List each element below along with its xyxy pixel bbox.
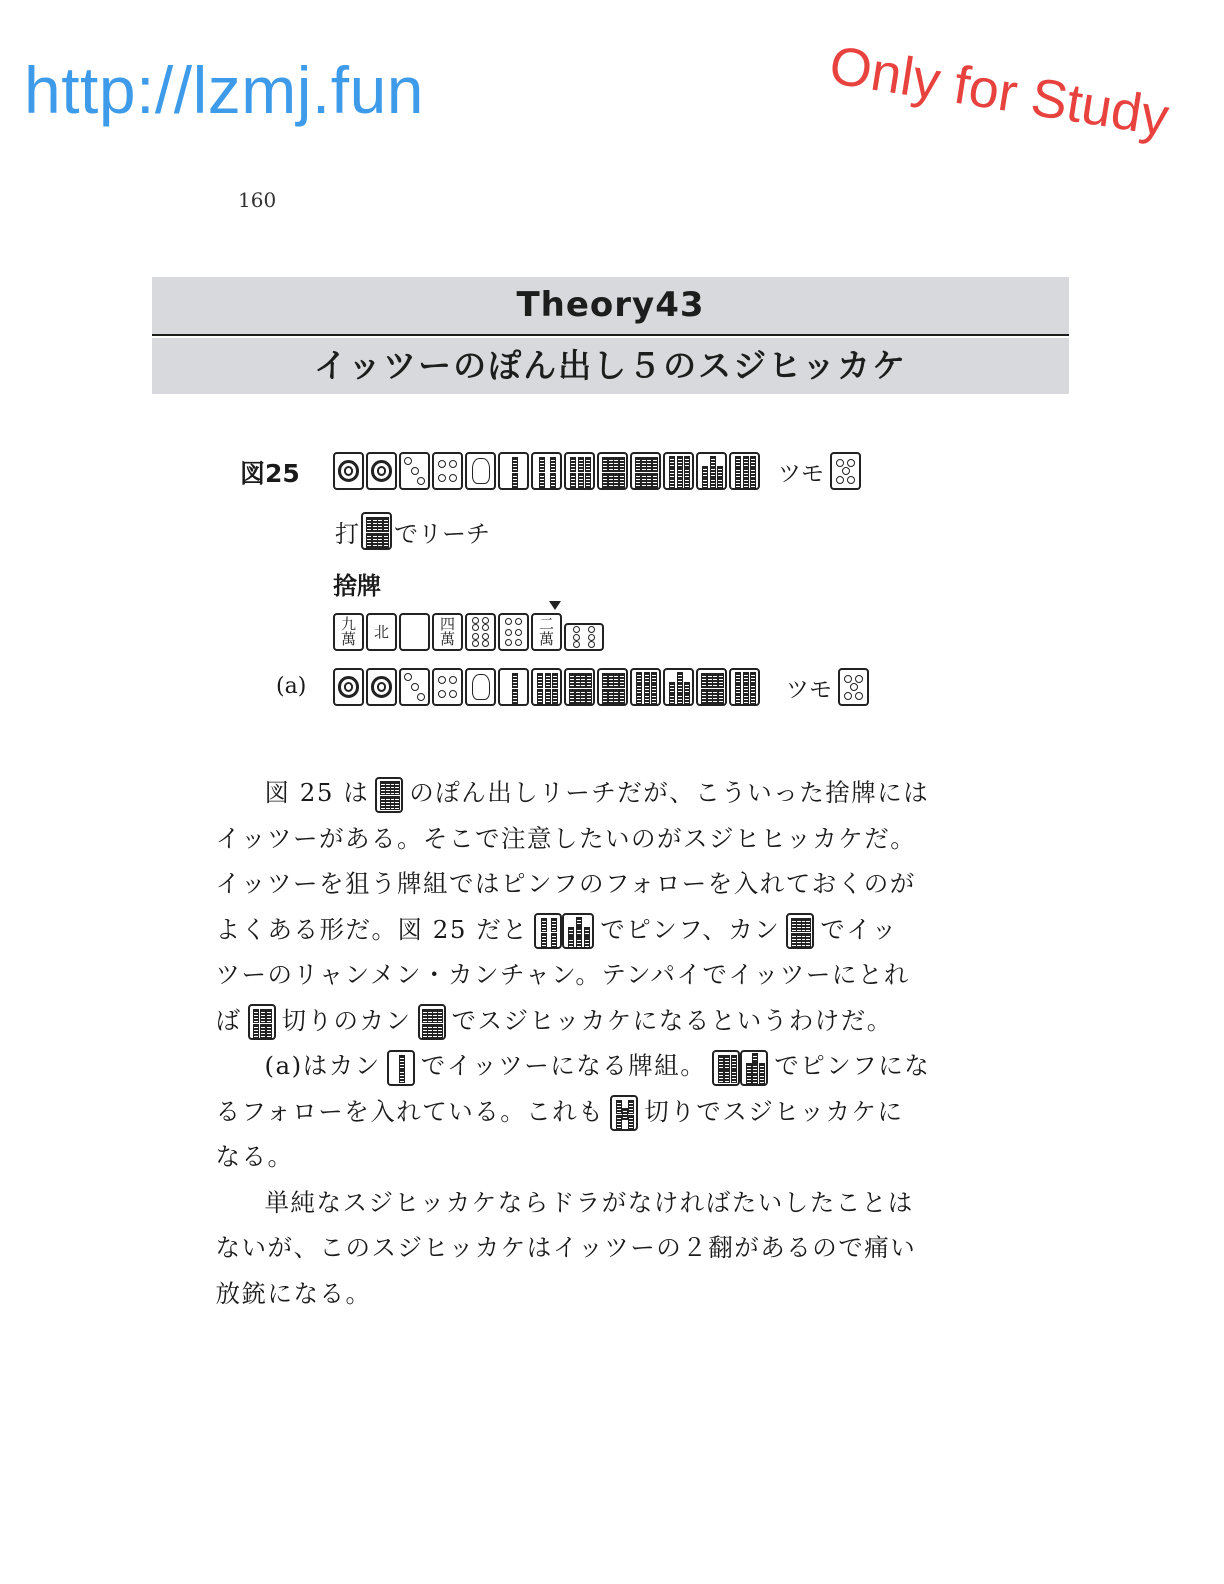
sou-bar	[752, 1053, 758, 1063]
sou-bar	[805, 918, 811, 932]
p1-seg: よくある形だ。図 25 だと	[215, 914, 529, 944]
sou-bar	[652, 457, 658, 472]
north-wind-tile: 北	[366, 613, 397, 651]
sou-bar	[724, 1055, 730, 1069]
sou-bar	[759, 1073, 765, 1084]
sou-bar	[684, 467, 690, 478]
pin-dot	[417, 693, 425, 701]
sou-bar	[541, 918, 547, 932]
sou-bar	[584, 937, 590, 948]
pin-dot	[844, 692, 852, 700]
pin-dot	[438, 460, 446, 468]
sou-bar	[644, 672, 650, 683]
six-pin-tile	[498, 613, 529, 651]
four-man-tile: 四萬	[432, 613, 463, 651]
pin-dot	[438, 690, 446, 698]
sou-bar	[735, 467, 741, 478]
sou-8-tile	[597, 668, 628, 706]
sou-bar	[253, 1009, 259, 1023]
sou-bar	[669, 456, 675, 467]
sou-6-tile	[564, 452, 595, 490]
theory-title: イッツーのぽん出し５のスジヒッカケ	[152, 338, 1069, 394]
tsumo-label-a: ツモ	[786, 676, 832, 703]
sou-bar	[735, 672, 741, 683]
p1-seg: イッツーを狙う牌組ではピンフのフォローを入れておくのが	[215, 869, 916, 898]
sou-bar	[551, 918, 557, 932]
hand-row-1	[333, 452, 861, 490]
sou-bar	[578, 473, 584, 488]
sou-bar	[394, 781, 400, 795]
sou-bar	[743, 683, 749, 694]
pin-dot	[404, 673, 412, 681]
sou-6-tile	[531, 668, 562, 706]
pin-dot	[588, 626, 595, 633]
sou-bar	[684, 682, 690, 694]
sou-bar	[750, 693, 756, 704]
sou-bar	[724, 1069, 730, 1083]
sou-bar	[576, 917, 582, 927]
eight-sou-inline-tile	[786, 913, 814, 949]
sou-bar	[585, 473, 591, 488]
six-sou-inline-tile	[712, 1050, 740, 1086]
sou-1-tile	[465, 452, 496, 490]
pin-dot	[472, 640, 479, 647]
sou-bar	[677, 456, 683, 467]
p1-seg: のぽん出しリーチだが、こういった捨牌には	[409, 778, 930, 807]
sou-bar	[717, 477, 723, 489]
sou-bar	[677, 477, 683, 488]
sou-bar	[437, 1009, 443, 1023]
sou-bar	[750, 456, 756, 467]
pin-3-tile	[399, 452, 430, 490]
sou-bar	[552, 673, 558, 688]
sou-9-tile	[729, 452, 760, 490]
sou-bar	[735, 456, 741, 467]
sou-bar	[550, 473, 556, 488]
pin-dot	[588, 641, 595, 648]
pin-dot	[855, 692, 863, 700]
sou-bar	[568, 937, 574, 948]
sou-bar	[541, 933, 547, 947]
sou-bar	[669, 682, 675, 694]
riichi-prefix: 打	[335, 519, 359, 548]
pin-dot	[449, 690, 457, 698]
sou-bar	[545, 673, 551, 688]
sou-bar	[539, 473, 545, 488]
pin-dot	[472, 624, 479, 631]
p2-seg: でイッツーになる牌組。	[420, 1051, 707, 1080]
sou-bar	[576, 937, 582, 948]
sou-bar	[383, 517, 389, 532]
pin-dot	[338, 676, 359, 697]
sou-bar	[752, 1073, 758, 1084]
sou-bar	[710, 466, 716, 478]
sou-bar	[586, 673, 592, 688]
five-sou-inline-tile	[610, 1095, 638, 1131]
sou-bar	[619, 673, 625, 688]
sou-bar	[570, 457, 576, 472]
sou-bar	[512, 673, 518, 688]
pin-dot	[515, 639, 522, 646]
pin-1-tile	[333, 668, 364, 706]
p3-seg: 放銃になる。	[215, 1278, 372, 1308]
p1-seg: 図 25 は	[264, 778, 370, 807]
discard-row	[333, 613, 604, 651]
pin-dot	[371, 460, 392, 481]
sou-bar	[399, 1055, 405, 1069]
sou-bar	[669, 693, 675, 705]
sou-bar	[702, 477, 708, 489]
two-man-tile: 二萬	[531, 613, 562, 651]
sou-2-tile	[498, 452, 529, 490]
riichi-declaration-marker	[549, 601, 561, 610]
sou-bar	[743, 693, 749, 704]
theory-heading: Theory43	[152, 277, 1069, 334]
sou-bar	[636, 683, 642, 694]
sou-bar	[260, 1024, 266, 1038]
pin-dot	[505, 639, 512, 646]
pin-dot	[847, 476, 855, 484]
sou-bar	[750, 467, 756, 478]
hand-row-a	[333, 668, 869, 706]
pin-dot	[482, 633, 489, 640]
eight-sou-inline-tile	[248, 1004, 276, 1040]
sou-bar	[684, 456, 690, 467]
sou-bar	[539, 457, 545, 472]
sou-bar	[552, 689, 558, 704]
sou-bar	[735, 683, 741, 694]
pin-5-tile	[830, 452, 861, 490]
sou-bar	[669, 477, 675, 488]
sou-bar	[512, 473, 518, 488]
p1-seg: でピンフ、カン	[600, 914, 781, 944]
pin-dot	[411, 467, 419, 475]
sou-bar	[743, 477, 749, 488]
eight-sou-inline-tile	[418, 1004, 446, 1040]
sou-bar	[383, 533, 389, 548]
pin-dot	[438, 676, 446, 684]
sou-7-tile	[696, 452, 727, 490]
sou-bar	[743, 672, 749, 683]
pin-dot	[842, 467, 850, 475]
sou-8-tile	[597, 452, 628, 490]
p1-seg: イッツーがある。そこで注意したいのがスジヒヒッカケだ。	[215, 823, 917, 853]
p2-seg: るフォローを入れている。これも	[215, 1096, 605, 1126]
p1-seg: でスジヒッカケになるというわけだ。	[451, 1005, 893, 1035]
sou-8-tile	[630, 452, 661, 490]
body-text	[215, 770, 952, 1316]
sou-8-tile	[564, 668, 595, 706]
pin-1-tile	[366, 668, 397, 706]
pin-dot	[515, 618, 522, 625]
pin-dot	[482, 617, 489, 624]
pin-dot	[449, 676, 457, 684]
sou-1-tile	[465, 668, 496, 706]
pin-5-tile	[838, 668, 869, 706]
sou-bar	[651, 672, 657, 683]
sou-bar	[735, 477, 741, 488]
sou-bar	[545, 689, 551, 704]
sou-bar	[570, 473, 576, 488]
pin-dot	[588, 634, 595, 641]
tsumo-label: ツモ	[778, 460, 824, 487]
sou-bar	[616, 1115, 622, 1129]
p2-seg: (a)はカン	[264, 1051, 381, 1080]
paragraph-3	[215, 1180, 952, 1317]
pin-dot	[371, 676, 392, 697]
pin-dot	[472, 617, 479, 624]
sou-bar	[628, 1100, 634, 1114]
p2-seg: なる。	[215, 1142, 294, 1171]
heading-divider	[152, 334, 1069, 336]
p2-seg: でピンフにな	[774, 1051, 931, 1080]
sou-bar	[260, 1009, 266, 1023]
sou-bar	[619, 689, 625, 704]
sou-bar	[266, 1009, 272, 1023]
sou-8-tile	[696, 668, 727, 706]
pin-dot	[836, 476, 844, 484]
pin-dot	[573, 634, 580, 641]
sou-bar	[550, 457, 556, 472]
sou-bar	[586, 689, 592, 704]
sou-bar	[710, 456, 716, 467]
sou-bar	[399, 1069, 405, 1083]
pin-1-tile	[366, 452, 397, 490]
sou-bar	[735, 693, 741, 704]
sou-bar	[636, 693, 642, 704]
sou-bar	[266, 1024, 272, 1038]
pin-3-tile	[399, 668, 430, 706]
white-dragon-tile	[399, 613, 430, 651]
sou-bar	[253, 1024, 259, 1038]
pin-1-tile	[333, 452, 364, 490]
pin-dot	[449, 474, 457, 482]
paragraph-1	[215, 770, 952, 1043]
sou-bar	[750, 683, 756, 694]
seven-sou-inline-tile	[562, 913, 594, 949]
figure-label: 図25	[240, 459, 300, 488]
eight-pin-tile	[465, 613, 496, 651]
sou-bar	[628, 1115, 634, 1129]
sou-bar	[551, 933, 557, 947]
sou-7-tile	[663, 668, 694, 706]
sou-bar	[652, 473, 658, 488]
pin-4-tile	[432, 668, 463, 706]
sou-bar	[750, 672, 756, 683]
two-sou-inline-tile	[387, 1050, 415, 1086]
bird-symbol	[472, 674, 490, 700]
sou-bar	[743, 456, 749, 467]
paragraph-2	[215, 1043, 952, 1180]
pin-dot	[515, 629, 522, 636]
riichi-line	[335, 512, 490, 550]
pin-dot	[449, 460, 457, 468]
sou-bar	[746, 1073, 752, 1084]
pin-dot	[836, 459, 844, 467]
sou-bar	[669, 467, 675, 478]
pin-dot	[438, 474, 446, 482]
riichi-suffix: でリーチ	[394, 519, 490, 548]
pin-dot	[411, 683, 419, 691]
page-number: 160	[238, 188, 277, 212]
sou-bar	[677, 682, 683, 694]
sou-bar	[512, 457, 518, 472]
pin-4-tile	[432, 452, 463, 490]
sou-bar	[651, 693, 657, 704]
eight-sou-inline-tile	[375, 777, 403, 813]
pin-dot	[404, 457, 412, 465]
riichi-sideways-tile	[564, 623, 604, 651]
sou-bar	[717, 466, 723, 478]
sou-4-tile	[531, 452, 562, 490]
p3-seg: ないが、このスジヒッカケはイッツーの２翻があるので痛い	[215, 1233, 917, 1262]
p1-seg: ば	[215, 1005, 242, 1035]
p1-seg: でイッ	[820, 914, 898, 944]
bird-symbol	[472, 458, 490, 484]
watermark-url: http://lzmj.fun	[24, 53, 424, 127]
sou-bar	[718, 689, 724, 704]
watermark-study: Only for Study	[825, 34, 1173, 148]
sou-bar	[636, 672, 642, 683]
pin-dot	[482, 640, 489, 647]
sou-bar	[731, 1055, 737, 1069]
seven-sou-inline-tile	[740, 1050, 768, 1086]
sou-9-tile	[630, 668, 661, 706]
sou-bar	[702, 466, 708, 478]
nine-man-tile: 九萬	[333, 613, 364, 651]
sou-2-tile	[498, 668, 529, 706]
p3-seg: 単純なスジヒッカケならドラがなければたいしたことは	[264, 1187, 914, 1217]
sou-bar	[644, 683, 650, 694]
pin-dot	[573, 641, 580, 648]
eight-sou-tile	[361, 512, 392, 550]
pin-dot	[847, 459, 855, 467]
sou-bar	[537, 689, 543, 704]
sou-bar	[619, 473, 625, 488]
sou-bar	[718, 673, 724, 688]
pin-dot	[844, 675, 852, 683]
sou-bar	[512, 689, 518, 704]
sou-bar	[619, 457, 625, 472]
pin-dot	[482, 624, 489, 631]
sou-bar	[677, 672, 683, 683]
pin-dot	[850, 683, 858, 691]
discard-heading: 捨牌	[333, 572, 381, 600]
sou-bar	[710, 477, 716, 489]
sou-bar	[651, 683, 657, 694]
four-sou-inline-tile	[534, 913, 562, 949]
sou-bar	[677, 467, 683, 478]
sou-bar	[585, 457, 591, 472]
sou-bar	[718, 1069, 724, 1083]
pin-dot	[417, 477, 425, 485]
p1-seg: 切りのカン	[281, 1005, 412, 1035]
sou-bar	[644, 693, 650, 704]
pin-dot	[505, 629, 512, 636]
pin-dot	[573, 626, 580, 633]
pin-dot	[472, 633, 479, 640]
sou-bar	[578, 457, 584, 472]
p2-seg: 切りでスジヒッカケに	[644, 1096, 904, 1126]
pin-dot	[505, 618, 512, 625]
sou-bar	[731, 1069, 737, 1083]
p1-seg: ツーのリャンメン・カンチャン。テンパイでイッツーにとれ	[215, 960, 910, 989]
sou-bar	[437, 1024, 443, 1038]
pin-dot	[855, 675, 863, 683]
sou-9-tile	[663, 452, 694, 490]
sou-bar	[684, 477, 690, 488]
sou-bar	[394, 796, 400, 810]
example-label: (a)	[276, 674, 307, 699]
sou-bar	[684, 693, 690, 705]
sou-bar	[718, 1055, 724, 1069]
sou-bar	[750, 477, 756, 488]
pin-dot	[338, 460, 359, 481]
sou-bar	[743, 467, 749, 478]
sou-bar	[537, 673, 543, 688]
sou-bar	[677, 693, 683, 705]
sou-9-tile	[729, 668, 760, 706]
sou-bar	[805, 933, 811, 947]
